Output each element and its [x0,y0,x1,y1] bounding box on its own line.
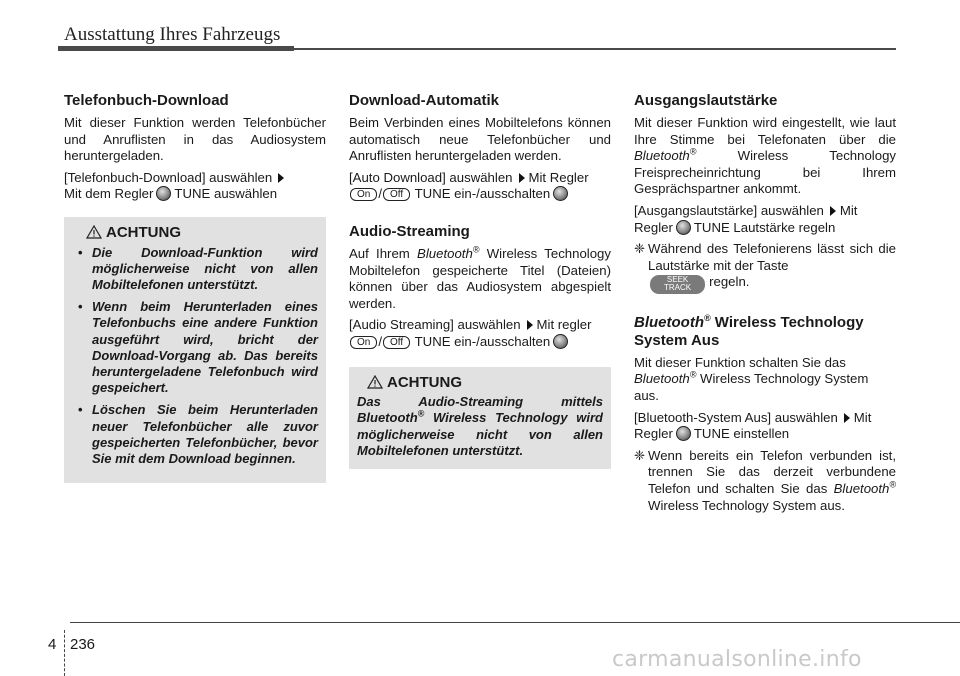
column-3 [634,92,896,519]
running-header-title: Ausstattung Ihres Fahrzeugs [64,24,281,45]
slash: / [378,333,383,349]
phonebook-download-step [64,170,326,203]
section-title-auto-download: Download-Automatik [349,92,499,109]
vol-body-post: Wireless Technology Freisprecheinrichtung bei Ihrem Gesprächspartner ankommt. [634,148,896,197]
warning-text-post: Wireless Technology wird möglicherweise nicht von allen Mobiltelefonen unterstützt. [357,410,603,458]
tune-knob-icon [553,334,568,349]
brand-name: Bluetooth [417,245,473,261]
brand-name: Bluetooth [357,410,418,426]
stream-select-text: [Audio Streaming] auswählen [349,317,521,333]
brand-name: Bluetooth [634,371,690,387]
vol-select-text: [Ausgangslautstärke] auswählen [634,202,824,218]
warning-item: • Löschen Sie beim Herunterladen neuer Telefonbücher alle zuvor gespeicherten Telefonbücher, bevor Sie mit dem Download beginnen. [72,402,318,467]
warning-title: ACHTUNG [387,373,462,391]
warning-title: ACHTUNG [106,223,181,241]
brand-reg: ® [689,146,697,157]
output-volume-description [634,115,896,198]
bt-regler-text: Mit Regler [634,409,872,442]
header-bar-dark [58,46,294,51]
tune-knob-icon [553,186,568,201]
warning-box-download [64,217,326,483]
bluetooth-brand [834,481,896,496]
footer-rule [70,622,960,623]
vol-regler-text: Mit Regler [634,202,858,235]
arrow-right-icon [830,206,836,216]
arrow-right-icon [519,173,525,183]
footer-dashed-divider [64,630,65,676]
bt-body-pre: Mit dieser Funktion schalten Sie das [634,354,846,370]
warning-heading [357,375,603,392]
tune-toggle-text: TUNE ein-/ausschalten [414,333,551,349]
note-mark-icon: ❈ [634,241,646,257]
bt-body-post: Wireless Technology System aus. [634,371,869,404]
brand-reg: ® [417,409,425,419]
brand-name: Bluetooth [634,313,704,331]
brand-reg: ® [472,244,480,255]
column-2 [349,92,611,469]
section-title-audio-streaming: Audio-Streaming [349,222,470,240]
step-regler-text: Mit dem Regler [64,186,154,202]
auto-select-text: [Auto Download] auswählen [349,169,513,185]
auto-download-description: Beim Verbinden eines Mobiltelefons können automatisch neue Telefonbücher und Anruflisten heruntergeladen werden. [349,115,611,164]
audio-streaming-description [349,246,611,312]
bluetooth-off-step [634,410,896,443]
section-title-bluetooth-off [634,314,896,350]
arrow-right-icon [527,320,533,330]
on-button-icon: On [350,188,377,201]
bluetooth-brand [634,148,696,163]
slash: / [378,186,383,202]
page-number: 236 [70,636,96,653]
vol-tune-text: TUNE Lautstärke regeln [693,219,836,235]
warning-item: • Wenn beim Herunterladen eines Telefonbuchs eine andere Funktion ausgeführt wird, bricht der Download-Vorgang ab. Das bereits heruntergeladene Telefonbuch wird gespeichert. [72,299,318,396]
bt-note-pre: Wenn bereits ein Telefon verbunden ist, trennen Sie das derzeit verbundene Telefon und schalten Sie das [648,447,896,496]
step-select-text: [Telefonbuch-Download] auswählen [64,169,273,185]
stream-body-post: Wireless Technology Mobiltelefon gespeicherte Titel (Dateien) können über das Audiosystem abgespielt werden. [349,245,611,311]
tune-knob-icon [676,426,691,441]
audio-streaming-step [349,317,611,350]
stream-regler-text: Mit regler [536,317,592,333]
tune-knob-icon [156,186,171,201]
off-button-icon: Off [383,336,410,349]
warning-box-streaming [349,367,611,469]
warning-text [357,394,603,459]
brand-reg: ® [689,370,697,381]
warning-text-pre: Das Audio-Streaming mittels [357,394,603,410]
column-1 [64,92,326,483]
header-rule [294,48,896,50]
bluetooth-brand [634,314,711,331]
phonebook-download-description: Mit dieser Funktion werden Telefonbücher und Anruflisten in das Audiosystem heruntergeladen. [64,115,326,164]
warning-triangle-icon [367,375,383,389]
arrow-right-icon [844,413,850,423]
bt-tune-text: TUNE einstellen [693,426,790,442]
off-button-icon: Off [383,188,410,201]
step-tune-text: TUNE auswählen [174,186,278,202]
bt-select-text: [Bluetooth-System Aus] auswählen [634,409,838,425]
bluetooth-brand [357,410,424,425]
section-title-output-volume: Ausgangslautstärke [634,92,778,109]
note-mark-icon: ❈ [634,447,646,463]
auto-regler-text: Mit Regler [528,169,589,185]
arrow-right-icon [278,173,284,183]
chapter-number: 4 [48,636,57,653]
bluetooth-brand [634,371,696,386]
tune-knob-icon [676,220,691,235]
brand-reg: ® [889,479,897,490]
section-title-phonebook-download: Telefonbuch-Download [64,92,229,109]
brand-name: Bluetooth [833,481,890,496]
output-volume-step [634,203,896,236]
stream-body-pre: Auf Ihrem [349,245,410,261]
watermark: carmanualsonline.info [612,647,862,672]
bt-title-post: Wireless Technology System Aus [634,313,864,349]
warning-triangle-icon [86,225,102,239]
seek-track-button-icon [650,275,705,294]
bluetooth-off-note [634,448,896,514]
seek-label: SEEK [666,274,689,284]
warning-item: • Die Download-Funktion wird möglicherweise nicht von allen Mobiltelefonen unterstützt. [72,245,318,294]
vol-body-pre: Mit dieser Funktion wird eingestellt, wie laut Ihre Stimme bei Telefonaten über die [634,115,896,147]
bt-note-post: Wireless Technology System aus. [648,497,845,513]
warning-list [72,245,318,468]
output-volume-note [634,241,896,294]
tune-toggle-text: TUNE ein-/ausschalten [414,186,551,202]
on-button-icon: On [350,336,377,349]
track-label: TRACK [664,283,692,293]
warning-heading [72,225,318,242]
vol-note-post: regeln. [709,274,750,290]
auto-download-step [349,170,611,203]
brand-reg: ® [703,312,711,323]
bluetooth-off-description [634,355,896,405]
brand-name: Bluetooth [634,148,690,164]
bluetooth-brand [417,246,479,261]
vol-note-pre: Während des Telefonierens lässt sich die Lautstärke mit der Taste [648,241,896,273]
